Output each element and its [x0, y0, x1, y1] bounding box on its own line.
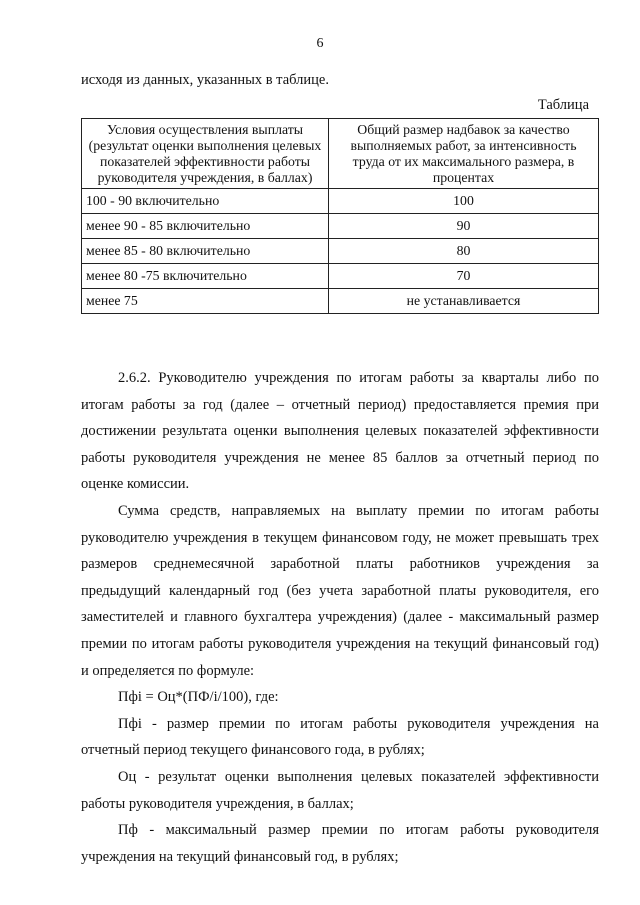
table-cell-value: не устанавливается	[329, 289, 599, 314]
table-cell-condition: 100 - 90 включительно	[82, 189, 329, 214]
table-header-row	[82, 119, 599, 189]
table-header-condition: Условия осуществления выплаты (результат оценки выполнения целевых показателей эффективности работы руководителя учреждения, в баллах)	[82, 119, 329, 189]
table-cell-condition: менее 75	[82, 289, 329, 314]
table-cell-value: 100	[329, 189, 599, 214]
definition-oc: Оц - результат оценки выполнения целевых показателей эффективности работы руководителя учреждения, в баллах;	[81, 768, 599, 812]
paragraph-bonus-conditions: 2.6.2. Руководителю учреждения по итогам работы за кварталы либо по итогам работы за год (далее – отчетный период) предоставляется премия при достижении результата оценки выполнения целевых показателей эффективности работы руководителя учреждения не менее 85 баллов за отчетный период по оценке комиссии.	[81, 370, 599, 493]
body-text	[81, 365, 599, 870]
table-row	[82, 289, 599, 314]
table-cell-value: 80	[329, 239, 599, 264]
intro-line: исходя из данных, указанных в таблице.	[81, 72, 329, 88]
table-row	[82, 214, 599, 239]
table-row	[82, 264, 599, 289]
table-cell-value: 90	[329, 214, 599, 239]
page-number: 6	[316, 36, 324, 51]
definition-pf: Пф - максимальный размер премии по итогам работы руководителя учреждения на текущий финансовый год, в рублях;	[81, 822, 599, 865]
table-cell-condition: менее 80 -75 включительно	[82, 264, 329, 289]
formula: Пфi = Оц*(ПФ/i/100), где:	[118, 689, 279, 706]
table-cell-value: 70	[329, 264, 599, 289]
paragraph-bonus-limit: Сумма средств, направляемых на выплату премии по итогам работы руководителю учреждения в текущем финансовом году, не может превышать трех размеров среднемесячной заработной платы работников учреждения за предыдущий календарный год (без учета заработной платы руководителя, его заместителей и главного бухгалтера учреждения) (далее - максимальный размер премии по итогам работы руководителя учреждения на текущий финансовый год) и определяется по формуле:	[81, 502, 599, 679]
definition-pfi: Пфi - размер премии по итогам работы руководителя учреждения на отчетный период текущего финансового года, в рублях;	[81, 715, 599, 759]
table-cell-condition: менее 90 - 85 включительно	[82, 214, 329, 239]
table-row	[82, 239, 599, 264]
table-cell-condition: менее 85 - 80 включительно	[82, 239, 329, 264]
bonus-table	[81, 118, 599, 314]
table-row	[82, 189, 599, 214]
table-caption: Таблица	[537, 97, 589, 113]
table-header-bonus-size: Общий размер надбавок за качество выполняемых работ, за интенсивность труда от их максимального размера, в процентах	[329, 119, 599, 189]
